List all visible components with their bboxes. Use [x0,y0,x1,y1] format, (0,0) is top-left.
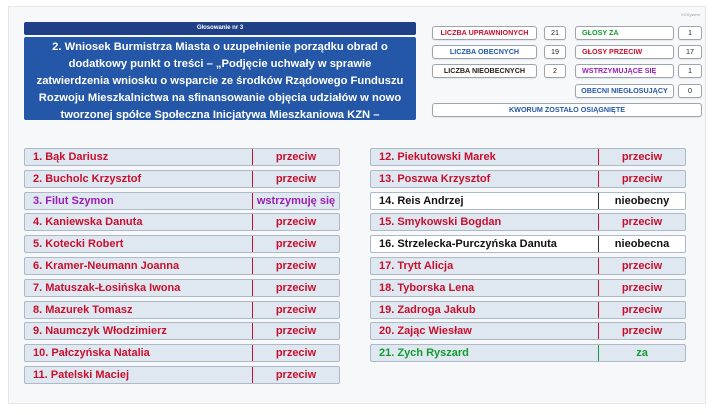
vote-result: nieobecna [598,236,685,252]
vote-result: przeciw [252,149,339,165]
vote-result: przeciw [252,258,339,274]
vote-row [370,235,686,253]
vote-row [370,213,686,231]
stat-przeciw-label: GŁOSY PRZECIW [575,45,674,59]
vote-result: przeciw [252,367,339,383]
councillor-name: 9. Naumczyk Włodzimierz [33,325,167,338]
brand-logo: KDSystem [681,12,700,17]
vote-result: nieobecny [598,193,685,209]
councillor-name: 15. Smykowski Bogdan [379,216,502,229]
vote-result: za [598,345,685,361]
councillor-name: 19. Zadroga Jakub [379,303,476,316]
vote-row [24,344,340,362]
vote-result: przeciw [598,171,685,187]
stat-obecnych-label: LICZBA OBECNYCH [432,45,537,59]
vote-result: przeciw [598,258,685,274]
councillor-name: 5. Kotecki Robert [33,238,124,251]
vote-result: przeciw [252,323,339,339]
vote-result: przeciw [252,345,339,361]
vote-row [24,192,340,210]
councillor-name: 18. Tyborska Lena [379,281,475,294]
vote-title: Głosowanie nr 3 [24,22,416,35]
vote-row [24,213,340,231]
councillor-name: 6. Kramer-Neumann Joanna [33,260,180,272]
vote-row [24,301,340,319]
councillor-name: 14. Reis Andrzej [379,194,464,207]
vote-result: wstrzymuję się [252,193,339,209]
councillor-name: 10. Pałczyńska Natalia [33,347,150,360]
vote-row [370,344,686,362]
councillor-name: 11. Patelski Maciej [33,369,130,381]
stat-uprawnionych-value: 21 [544,26,566,40]
vote-result: przeciw [598,302,685,318]
vote-row [24,279,340,297]
vote-row [370,279,686,297]
councillor-name: 7. Matuszak-Łosińska Iwona [33,281,181,294]
vote-row [24,257,340,275]
vote-result: przeciw [252,214,339,230]
councillor-name: 12. Piekutowski Marek [379,151,496,163]
vote-row [24,148,340,166]
vote-result: przeciw [598,323,685,339]
councillor-name: 2. Bucholc Krzysztof [33,172,142,185]
councillor-name: 8. Mazurek Tomasz [33,303,133,316]
councillor-name: 17. Trytt Alicja [379,260,454,272]
stat-za-value: 1 [678,26,702,40]
vote-result: przeciw [598,149,685,165]
vote-row [370,192,686,210]
vote-row [370,322,686,340]
vote-row [370,257,686,275]
stat-wstrzymujace-value: 1 [678,64,702,78]
councillor-name: 4. Kaniewska Danuta [33,216,143,229]
stat-za-label: GŁOSY ZA [575,26,674,40]
councillor-name: 3. Filut Szymon [33,194,114,207]
stat-przeciw-value: 17 [678,45,702,59]
vote-row [24,170,340,188]
stat-nieobecnych-value: 2 [544,64,566,78]
vote-row [370,170,686,188]
vote-row [370,148,686,166]
councillor-name: 20. Zając Wiesław [379,325,472,338]
motion-text: 2. Wniosek Burmistrza Miasta o uzupełnienie porządku obrad o dodatkowy punkt o treści – „Podjęcie uchwały w sprawie zatwierdzenia wniosku o wsparcie ze środków Rządowego Funduszu Rozwoju Mieszkalnictwa na sfinansowanie objęcia udziałów w nowo tworzonej spółce Społeczna Inicjatywa Mieszkaniowa KZN – [24,37,416,120]
stat-obecnych-value: 19 [544,45,566,59]
stat-nieobecnych-label: LICZBA NIEOBECNYCH [432,64,537,78]
councillor-name: 13. Poszwa Krzysztof [379,172,491,185]
stat-wstrzymujace-label: WSTRZYMUJĄCE SIĘ [575,64,674,78]
vote-row [24,235,340,253]
quorum-status: KWORUM ZOSTAŁO OSIĄGNIĘTE [432,103,702,117]
councillor-name: 21. Zych Ryszard [379,347,469,360]
stat-nieglosujacy-value: 0 [678,84,702,98]
councillor-name: 16. Strzelecka-Purczyńska Danuta [379,238,557,251]
vote-result: przeciw [598,280,685,296]
vote-result: przeciw [598,214,685,230]
vote-result: przeciw [252,280,339,296]
stat-nieglosujacy-label: OBECNI NIEGŁOSUJĄCY [575,84,674,98]
vote-row [24,322,340,340]
vote-row [24,366,340,384]
vote-result: przeciw [252,302,339,318]
vote-result: przeciw [252,236,339,252]
vote-row [370,301,686,319]
councillor-name: 1. Bąk Dariusz [33,151,109,163]
vote-result: przeciw [252,171,339,187]
stat-uprawnionych-label: LICZBA UPRAWNIONYCH [432,26,537,40]
